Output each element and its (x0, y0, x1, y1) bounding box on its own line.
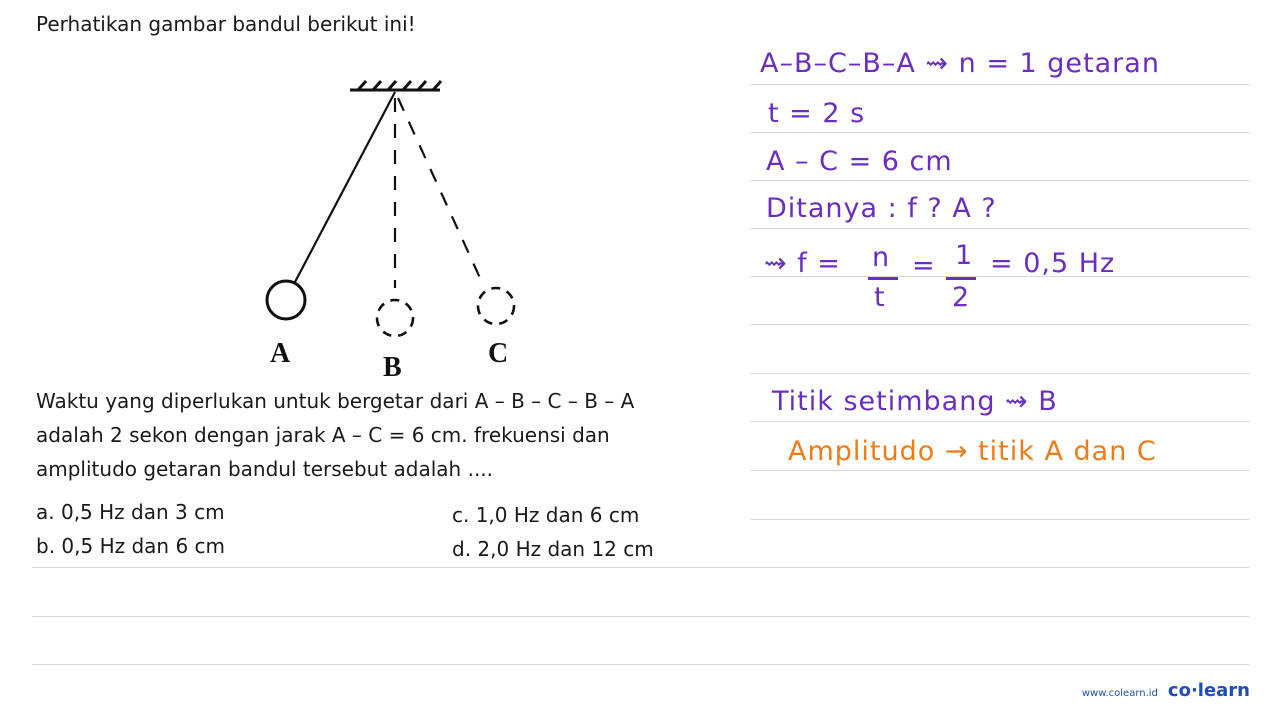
question-line-1: Waktu yang diperlukan untuk bergetar dari A – B – C – B – A (36, 389, 635, 413)
fraction-2-denominator: 2 (952, 282, 970, 313)
option-d: d. 2,0 Hz dan 12 cm (452, 537, 654, 561)
note-line-4: Ditanya : f ? A ? (766, 193, 997, 224)
note-line-1: A–B–C–B–A ⇝ n = 1 getaran (760, 48, 1160, 79)
brand-footer (1082, 680, 1250, 701)
label-a: A (270, 338, 291, 369)
note-line-7: Amplitudo → titik A dan C (788, 436, 1157, 467)
brand-url: www.colearn.id (1081, 688, 1158, 699)
question-title: Perhatikan gambar bandul berikut ini! (36, 12, 416, 36)
fraction-1-denominator: t (874, 282, 885, 313)
note-line-5-prefix: ⇝ f = (764, 248, 841, 279)
option-b: b. 0,5 Hz dan 6 cm (36, 534, 226, 558)
string-a (295, 92, 395, 282)
fraction-equals: = (912, 250, 935, 281)
label-b: B (383, 352, 402, 380)
label-c: C (488, 338, 509, 369)
question-line-3: amplitudo getaran bandul tersebut adalah .... (36, 457, 494, 481)
fraction-1-numerator: n (872, 242, 890, 273)
fraction-2-bar (946, 277, 976, 280)
pendulum-figure (240, 70, 540, 380)
bob-a (267, 281, 305, 319)
note-line-5-result: = 0,5 Hz (990, 248, 1116, 279)
brand-logo: co·learn (1167, 680, 1250, 701)
question-body (36, 384, 756, 486)
note-line-6: Titik setimbang ⇝ B (772, 386, 1058, 417)
fraction-1-bar (868, 277, 898, 280)
note-line-2: t = 2 s (768, 98, 866, 129)
string-c (398, 98, 480, 278)
ceiling-support (350, 81, 441, 90)
bob-b (377, 300, 413, 336)
note-line-3: A – C = 6 cm (766, 146, 953, 177)
question-line-2: adalah 2 sekon dengan jarak A – C = 6 cm. frekuensi dan (36, 423, 610, 447)
bob-c (478, 288, 514, 324)
fraction-2-numerator: 1 (955, 240, 973, 271)
option-a: a. 0,5 Hz dan 3 cm (36, 500, 225, 524)
option-c: c. 1,0 Hz dan 6 cm (452, 503, 640, 527)
